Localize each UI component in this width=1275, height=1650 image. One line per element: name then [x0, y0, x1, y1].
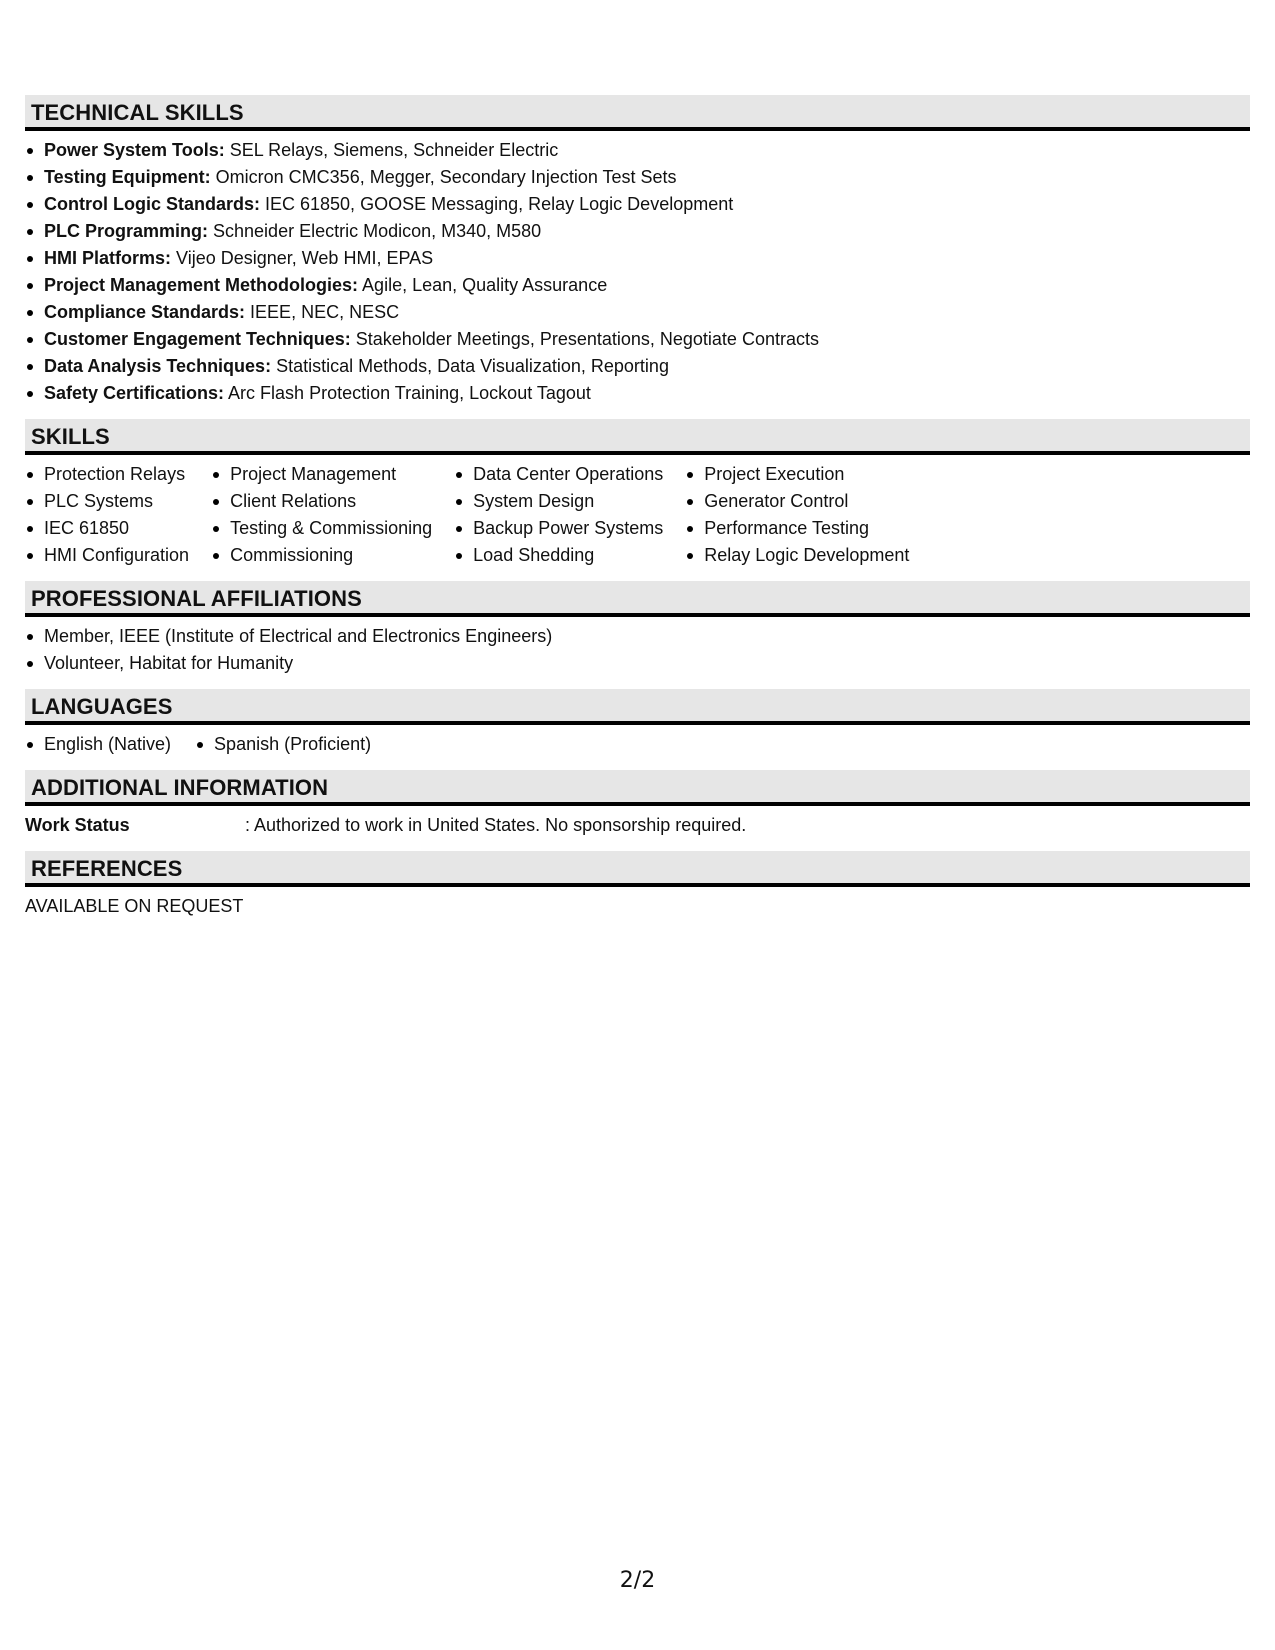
section-heading: TECHNICAL SKILLS	[25, 95, 1250, 131]
list-item: Generator Control	[685, 488, 909, 515]
list-item	[25, 245, 1250, 272]
list-item: Member, IEEE (Institute of Electrical and Electronics Engineers)	[25, 623, 1250, 650]
list-item: Load Shedding	[454, 542, 663, 569]
section-heading: ADDITIONAL INFORMATION	[25, 770, 1250, 806]
skill-values: Arc Flash Protection Training, Lockout Tagout	[224, 383, 591, 403]
list-item	[25, 326, 1250, 353]
section-heading: SKILLS	[25, 419, 1250, 455]
skill-values: IEC 61850, GOOSE Messaging, Relay Logic Development	[260, 194, 734, 214]
skill-category: Project Management Methodologies:	[44, 275, 359, 295]
skill-values: IEEE, NEC, NESC	[245, 302, 400, 322]
skill-values: SEL Relays, Siemens, Schneider Electric	[224, 140, 559, 160]
list-item: Client Relations	[211, 488, 432, 515]
skills-column	[211, 461, 432, 569]
skill-values: Omicron CMC356, Megger, Secondary Injection Test Sets	[210, 167, 677, 187]
list-item	[25, 380, 1250, 407]
skill-category: Data Analysis Techniques:	[44, 356, 272, 376]
languages-list	[25, 725, 1250, 758]
list-item	[25, 191, 1250, 218]
list-item	[25, 137, 1250, 164]
list-item: Performance Testing	[685, 515, 909, 542]
references-section	[25, 851, 1250, 920]
list-item: Testing & Commissioning	[211, 515, 432, 542]
list-item: Data Center Operations	[454, 461, 663, 488]
section-heading: LANGUAGES	[25, 689, 1250, 725]
list-item: Project Management	[211, 461, 432, 488]
work-status-value: : Authorized to work in United States. No sponsorship required.	[245, 815, 747, 835]
list-item: Commissioning	[211, 542, 432, 569]
list-item: System Design	[454, 488, 663, 515]
list-item: IEC 61850	[25, 515, 189, 542]
section-heading: PROFESSIONAL AFFILIATIONS	[25, 581, 1250, 617]
list-item: Spanish (Proficient)	[195, 731, 371, 758]
work-status-label: Work Status	[25, 815, 130, 835]
skill-values: Schneider Electric Modicon, M340, M580	[208, 221, 542, 241]
list-item: Backup Power Systems	[454, 515, 663, 542]
skill-values: Stakeholder Meetings, Presentations, Negotiate Contracts	[350, 329, 819, 349]
skill-category: HMI Platforms:	[44, 248, 172, 268]
skills-column	[454, 461, 663, 569]
skills-section	[25, 419, 1250, 569]
skill-category: Control Logic Standards:	[44, 194, 260, 214]
skill-values: Statistical Methods, Data Visualization, Reporting	[271, 356, 669, 376]
list-item: Relay Logic Development	[685, 542, 909, 569]
list-item	[25, 299, 1250, 326]
skills-grid	[25, 455, 1250, 569]
list-item	[25, 272, 1250, 299]
list-item	[25, 353, 1250, 380]
additional-info-section	[25, 770, 1250, 839]
skills-column	[25, 461, 189, 569]
list-item: Protection Relays	[25, 461, 189, 488]
references-text: AVAILABLE ON REQUEST	[25, 896, 244, 916]
technical-skills-list	[25, 131, 1250, 407]
list-item	[25, 164, 1250, 191]
skill-category: PLC Programming:	[44, 221, 209, 241]
resume-page	[25, 95, 1250, 932]
skill-category: Power System Tools:	[44, 140, 225, 160]
affiliations-list	[25, 617, 1250, 677]
languages-section	[25, 689, 1250, 758]
skill-category: Compliance Standards:	[44, 302, 246, 322]
list-item	[25, 218, 1250, 245]
skill-category: Safety Certifications:	[44, 383, 225, 403]
section-heading: REFERENCES	[25, 851, 1250, 887]
skill-values: Agile, Lean, Quality Assurance	[358, 275, 608, 295]
affiliations-section	[25, 581, 1250, 677]
technical-skills-section	[25, 95, 1250, 407]
skill-category: Customer Engagement Techniques:	[44, 329, 351, 349]
skills-column	[685, 461, 909, 569]
list-item: Project Execution	[685, 461, 909, 488]
list-item: Volunteer, Habitat for Humanity	[25, 650, 1250, 677]
skill-values: Vijeo Designer, Web HMI, EPAS	[171, 248, 434, 268]
work-status-row	[25, 806, 1250, 839]
page-number: 2/2	[619, 1568, 656, 1593]
skill-category: Testing Equipment:	[44, 167, 211, 187]
list-item: English (Native)	[25, 731, 171, 758]
list-item: PLC Systems	[25, 488, 189, 515]
list-item: HMI Configuration	[25, 542, 189, 569]
